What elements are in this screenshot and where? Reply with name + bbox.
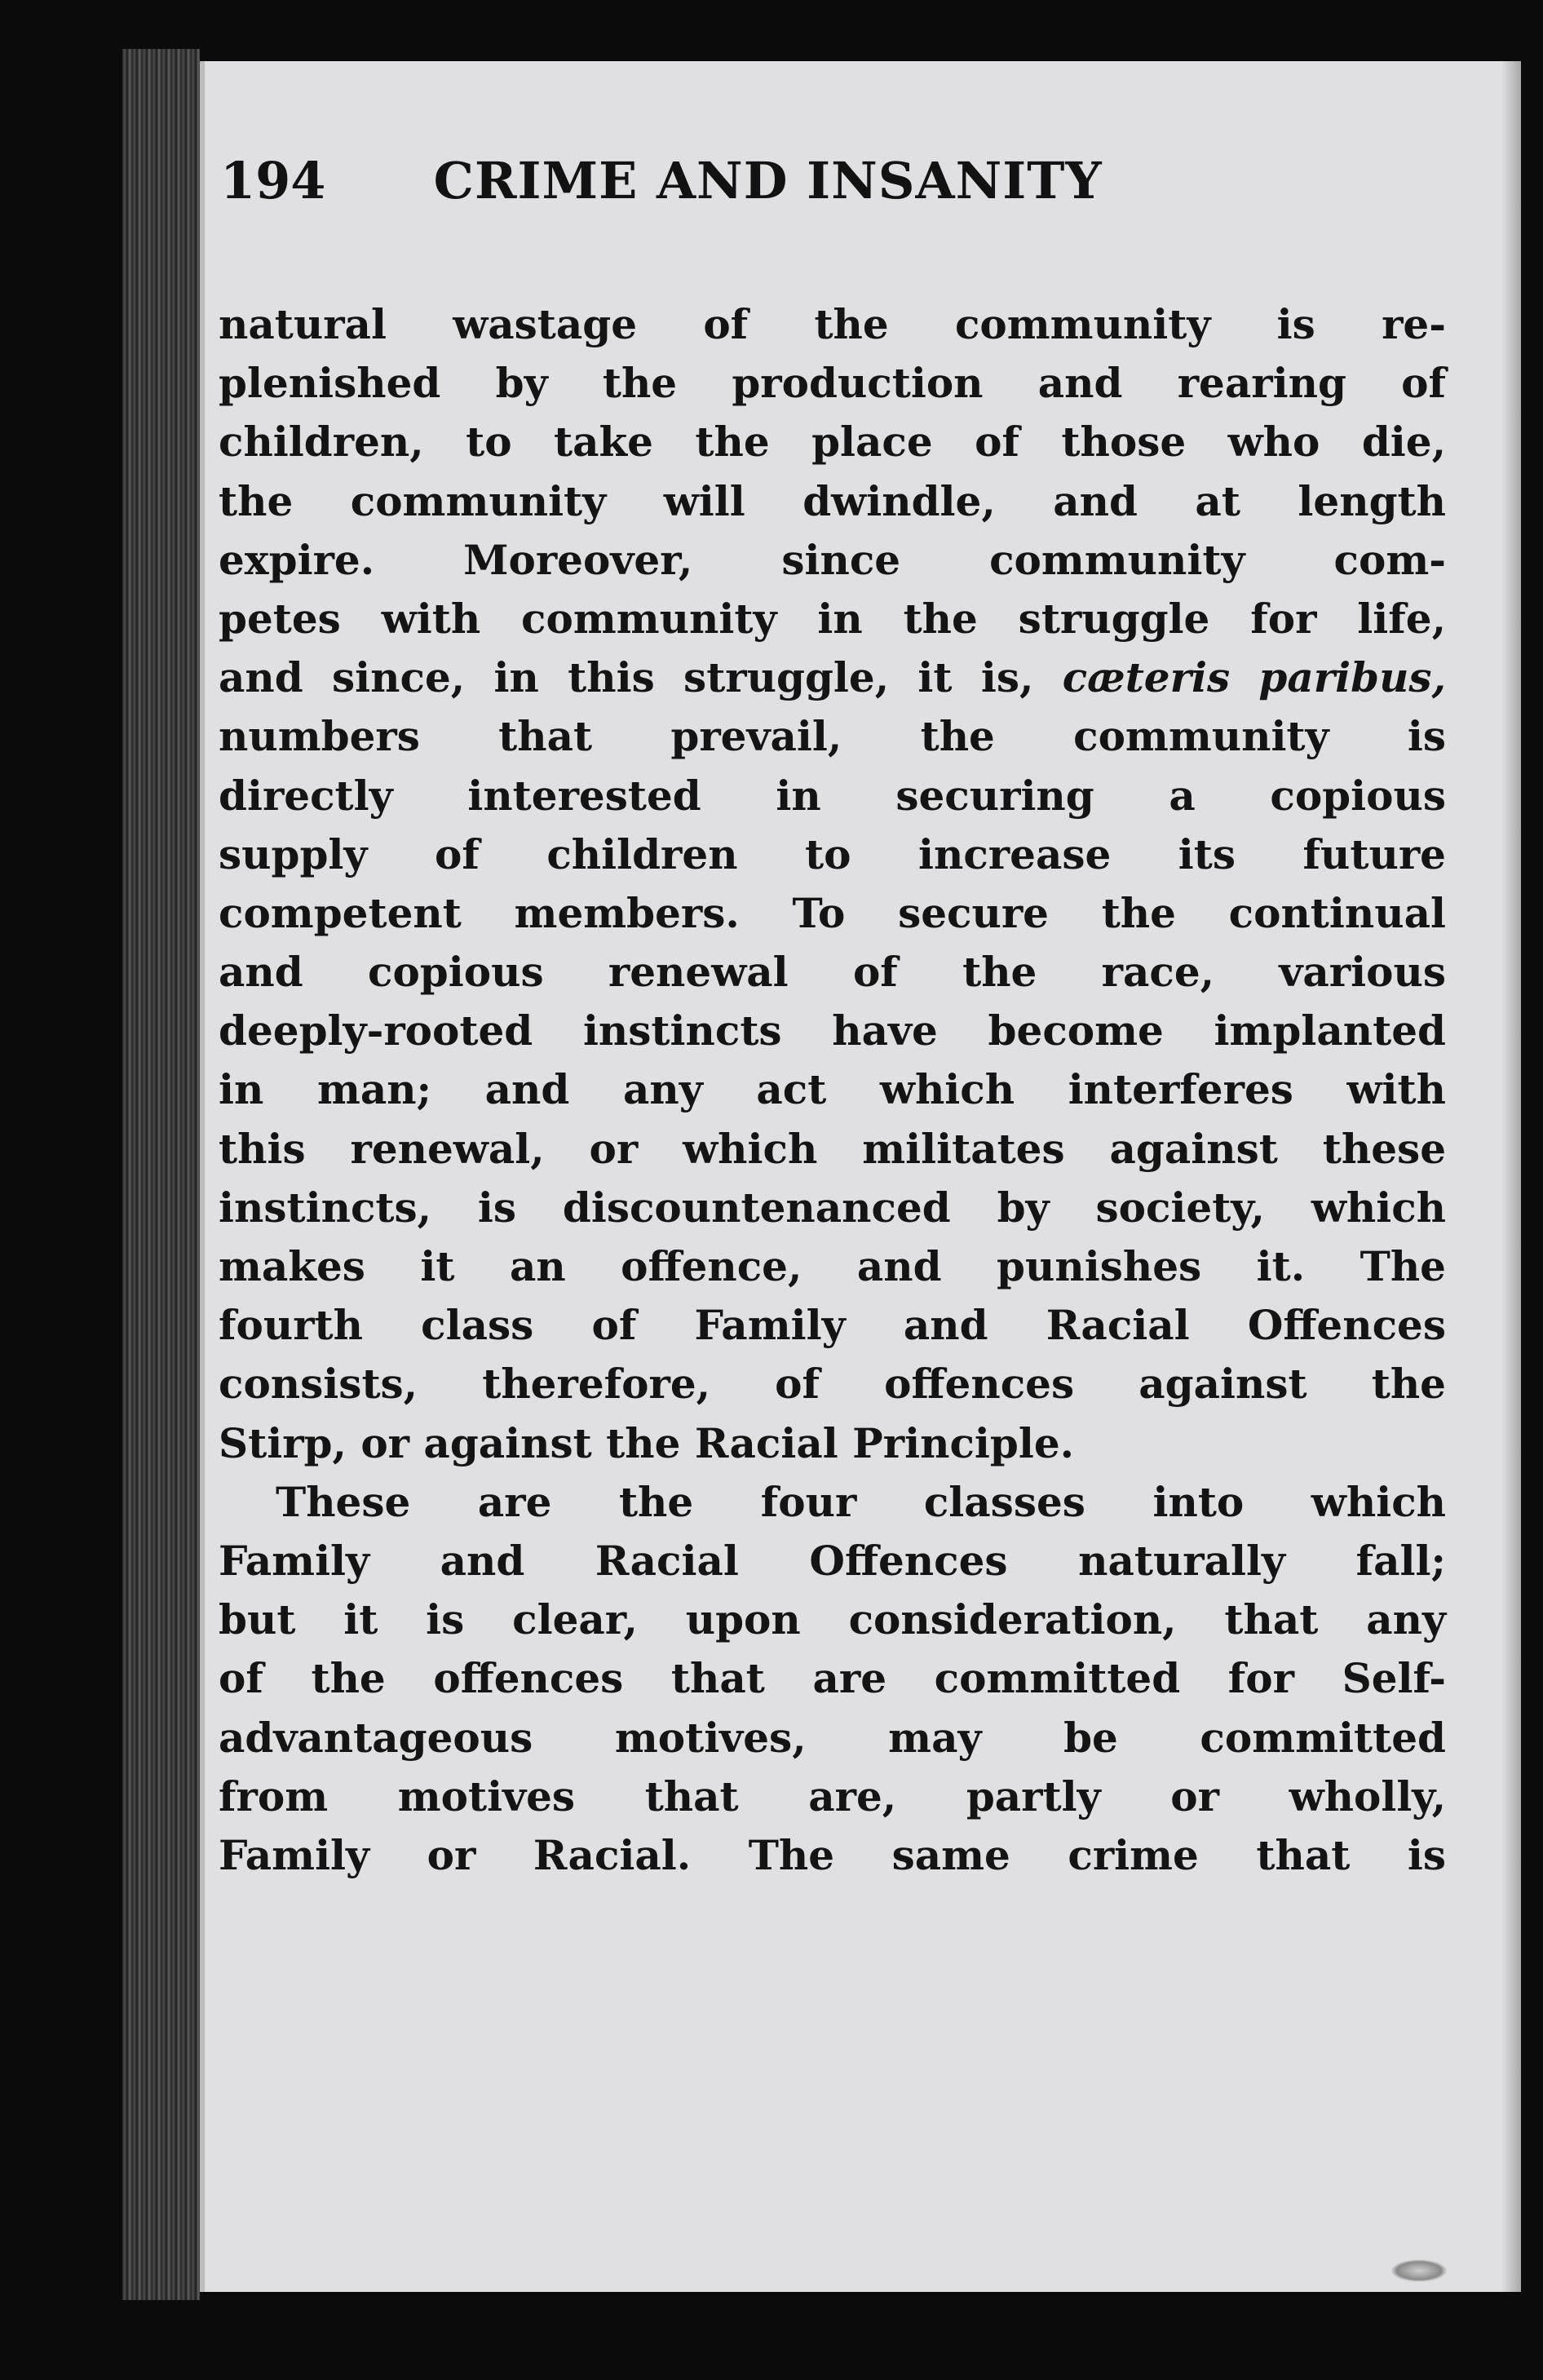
page-edge-shadow [1501, 61, 1521, 2292]
italic-phrase: cæteris paribus, [1062, 653, 1446, 702]
text-line-with-italic [219, 648, 1446, 707]
text-line: this renewal, or which militates against these [219, 1124, 1446, 1173]
page-header [220, 151, 1256, 210]
text-line: from motives that are, partly or wholly, [219, 1772, 1446, 1820]
text-line: deeply-rooted instincts have become implanted [219, 1006, 1446, 1055]
text-line: instincts, is discountenanced by society, which [219, 1183, 1446, 1232]
text-line: the community will dwindle, and at length [219, 476, 1446, 525]
scan-smudge [1390, 2259, 1448, 2282]
paragraph-end-line: Stirp, or against the Racial Principle. [219, 1418, 1075, 1467]
text-line: Family or Racial. The same crime that is [219, 1830, 1446, 1879]
text-line-start: and since, in this struggle, it is, [219, 653, 1034, 702]
text-line: Family and Racial Offences naturally fall; [219, 1536, 1446, 1585]
page-number: 194 [220, 151, 326, 210]
text-line: supply of children to increase its future [219, 829, 1446, 878]
text-line: fourth class of Family and Racial Offences [219, 1301, 1446, 1350]
text-line: children, to take the place of those who die, [219, 418, 1446, 467]
text-line: numbers that prevail, the community is [219, 712, 1446, 761]
text-line: expire. Moreover, since community com- [219, 535, 1446, 584]
text-line: competent members. To secure the continual [219, 888, 1446, 937]
text-line: makes it an offence, and punishes it. The [219, 1242, 1446, 1290]
text-line: in man; and any act which interferes with [219, 1065, 1446, 1114]
text-line: natural wastage of the community is re- [219, 300, 1446, 348]
text-line: petes with community in the struggle for life, [219, 594, 1446, 643]
text-line: and copious renewal of the race, various [219, 948, 1446, 997]
text-line: consists, therefore, of offences against the [219, 1360, 1446, 1409]
body-text [219, 295, 1446, 1885]
paragraph-start-line: These are the four classes into which [276, 1477, 1446, 1526]
book-binding-edge [122, 49, 200, 2300]
text-line: advantageous motives, may be committed [219, 1713, 1446, 1762]
text-line: but it is clear, upon consideration, that any [219, 1595, 1446, 1644]
running-title: CRIME AND INSANITY [433, 151, 1103, 210]
text-line: plenished by the production and rearing of [219, 359, 1446, 408]
text-line: of the offences that are committed for Self- [219, 1654, 1446, 1703]
text-line: directly interested in securing a copious [219, 771, 1446, 820]
